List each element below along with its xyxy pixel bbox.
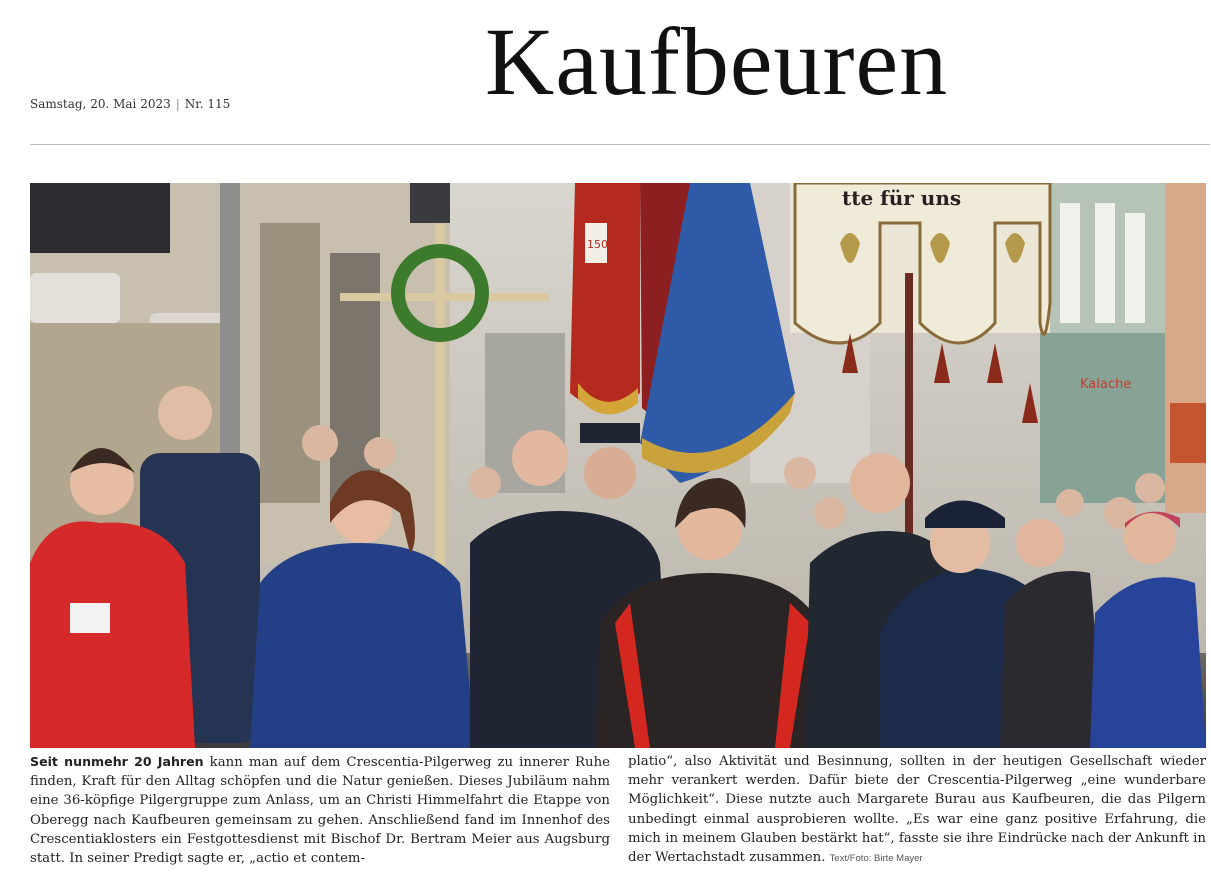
dateline-separator: | [175,97,180,111]
photo-caption-column-2 [628,752,1206,868]
flag-lettering: 150 [587,238,608,251]
caption-text-1: kann man auf dem Crescentia-Pilgerweg zu innerer Ruhe finden, Kraft für den Alltag schöpfen und die Natur genießen. Dieses Jubiläum nahm eine 36-köpfige Pilgergruppe zum Anlass, um an Christi Himmelfahrt die Etappe von Oberegg nach Kaufbeuren gemeinsam zu gehen. Anschließend fand im Innenhof des Crescentiaklosters ein Festgottesdienst mit Bischof Dr. Bertram Meier aus Augsburg statt. In seiner Predigt sagte er, „actio et contem- [30,755,610,867]
dateline [30,97,230,111]
shop-sign: Kalache [1080,377,1132,392]
banner-lettering: tte für uns [842,186,962,210]
photo-caption-column-1 [30,752,610,868]
newspaper-masthead: Kaufbeuren [485,8,949,115]
issue-number: Nr. 115 [184,97,231,111]
caption-text-2: platio“, also Aktivität und Besinnung, sollten in der heutigen Gesellschaft wieder mehr verankert werden. Dafür biete der Crescentia-Pilgerweg „eine wunderbare Möglichkeit“. Diese nutzte auch Margarete Burau aus Kaufbeuren, die das Pilgern unbedingt einmal ausprobieren wollte. „Es war eine ganz positive Erfahrung, die mich in meinem Glauben bestärkt hat“, fasste sie ihre Eindrücke nach der Ankunft in der Wertachstadt zusammen. [628,754,1206,866]
photo-credit: Text/Foto: Birte Mayer [829,853,923,865]
pilgrim-procession-photo [30,183,1206,748]
header-rule [30,144,1210,145]
issue-date: Samstag, 20. Mai 2023 [30,97,171,111]
caption-lead: Seit nunmehr 20 Jahren [30,754,204,769]
